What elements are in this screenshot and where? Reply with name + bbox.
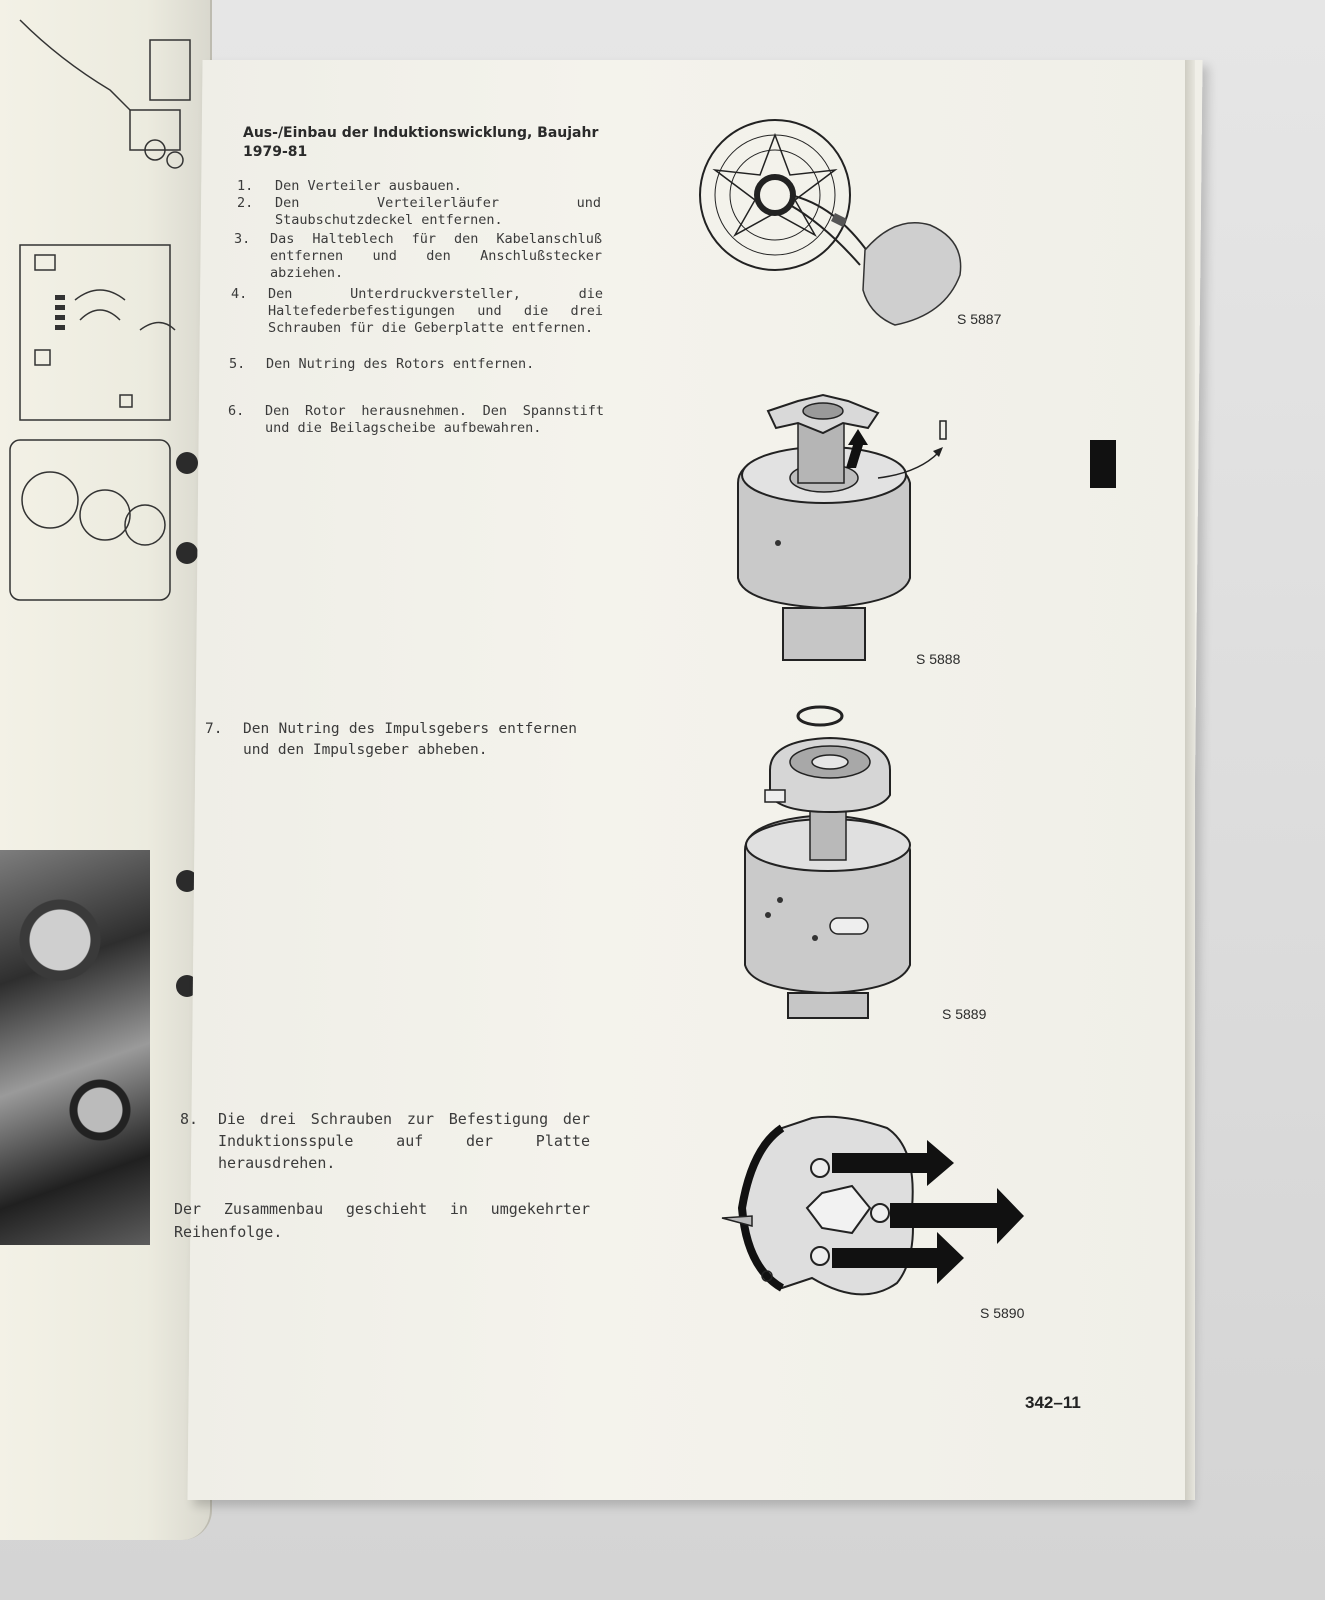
figure-caption: S 5887: [957, 311, 1002, 327]
step-text: Den Nutring des Rotors entfernen.: [266, 356, 535, 372]
section-tab-marker: [1090, 440, 1116, 488]
step-2: [237, 195, 601, 229]
step-number: 7.: [205, 721, 223, 737]
induction-coil-screws-drawing: [712, 1108, 1032, 1318]
binding-hole: [176, 452, 198, 474]
assembly-note: [174, 1198, 590, 1244]
assembly-note-text: Der Zusammenbau geschieht in umgekehrter Reihenfolge.: [174, 1200, 590, 1241]
step-text: Die drei Schrauben zur Befestigung der Induktionsspule auf der Platte herausdrehen.: [218, 1110, 590, 1172]
figure-s5888: [728, 393, 961, 668]
previous-page-drawing: [0, 0, 210, 620]
step-number: 2.: [237, 195, 254, 211]
page-edge: [1185, 60, 1195, 1500]
step-text: Das Halteblech für den Kabelanschluß entfernen und den Anschlußstecker abziehen.: [270, 231, 602, 281]
step-text: Den Verteilerläufer und Staubschutzdeckel entfernen.: [275, 195, 601, 228]
figure-s5889: [740, 700, 987, 1030]
step-6: [228, 403, 604, 437]
impulse-generator-drawing: [740, 700, 960, 1030]
step-number: 3.: [234, 231, 251, 247]
figure-s5887: [695, 115, 1002, 330]
previous-page-photo: [0, 850, 150, 1245]
step-8: [180, 1108, 590, 1174]
step-text: Den Verteiler ausbauen.: [275, 178, 462, 194]
figure-caption: S 5888: [916, 651, 961, 667]
previous-page: [0, 0, 212, 1540]
figure-s5890: [712, 1108, 1032, 1321]
step-4: [231, 286, 603, 337]
step-7: [205, 719, 577, 761]
step-number: 5.: [229, 356, 246, 372]
step-1: [237, 178, 601, 195]
step-number: 8.: [180, 1110, 199, 1128]
step-number: 1.: [237, 178, 254, 194]
distributor-plate-pliers-drawing: [695, 115, 985, 330]
step-text: Den Unterdruckversteller, die Haltefederbefestigungen und die drei Schrauben für die Geberplatte entfernen.: [268, 286, 603, 336]
step-text: Den Nutring des Impulsgebers entfernen und den Impulsgeber abheben.: [243, 721, 577, 758]
section-heading: Aus-/Einbau der Induktionswicklung, Baujahr 1979-81: [243, 125, 599, 160]
step-number: 6.: [228, 403, 245, 419]
step-3: [234, 231, 602, 282]
step-5: [229, 356, 603, 373]
step-text: Den Rotor herausnehmen. Den Spannstift und die Beilagscheibe aufbewahren.: [265, 403, 604, 436]
page-number: 342–11: [1025, 1393, 1081, 1412]
step-number: 4.: [231, 286, 248, 302]
figure-caption: S 5889: [942, 1006, 987, 1022]
binding-hole: [176, 542, 198, 564]
figure-caption: S 5890: [980, 1305, 1025, 1321]
rotor-removal-drawing: [728, 393, 961, 668]
